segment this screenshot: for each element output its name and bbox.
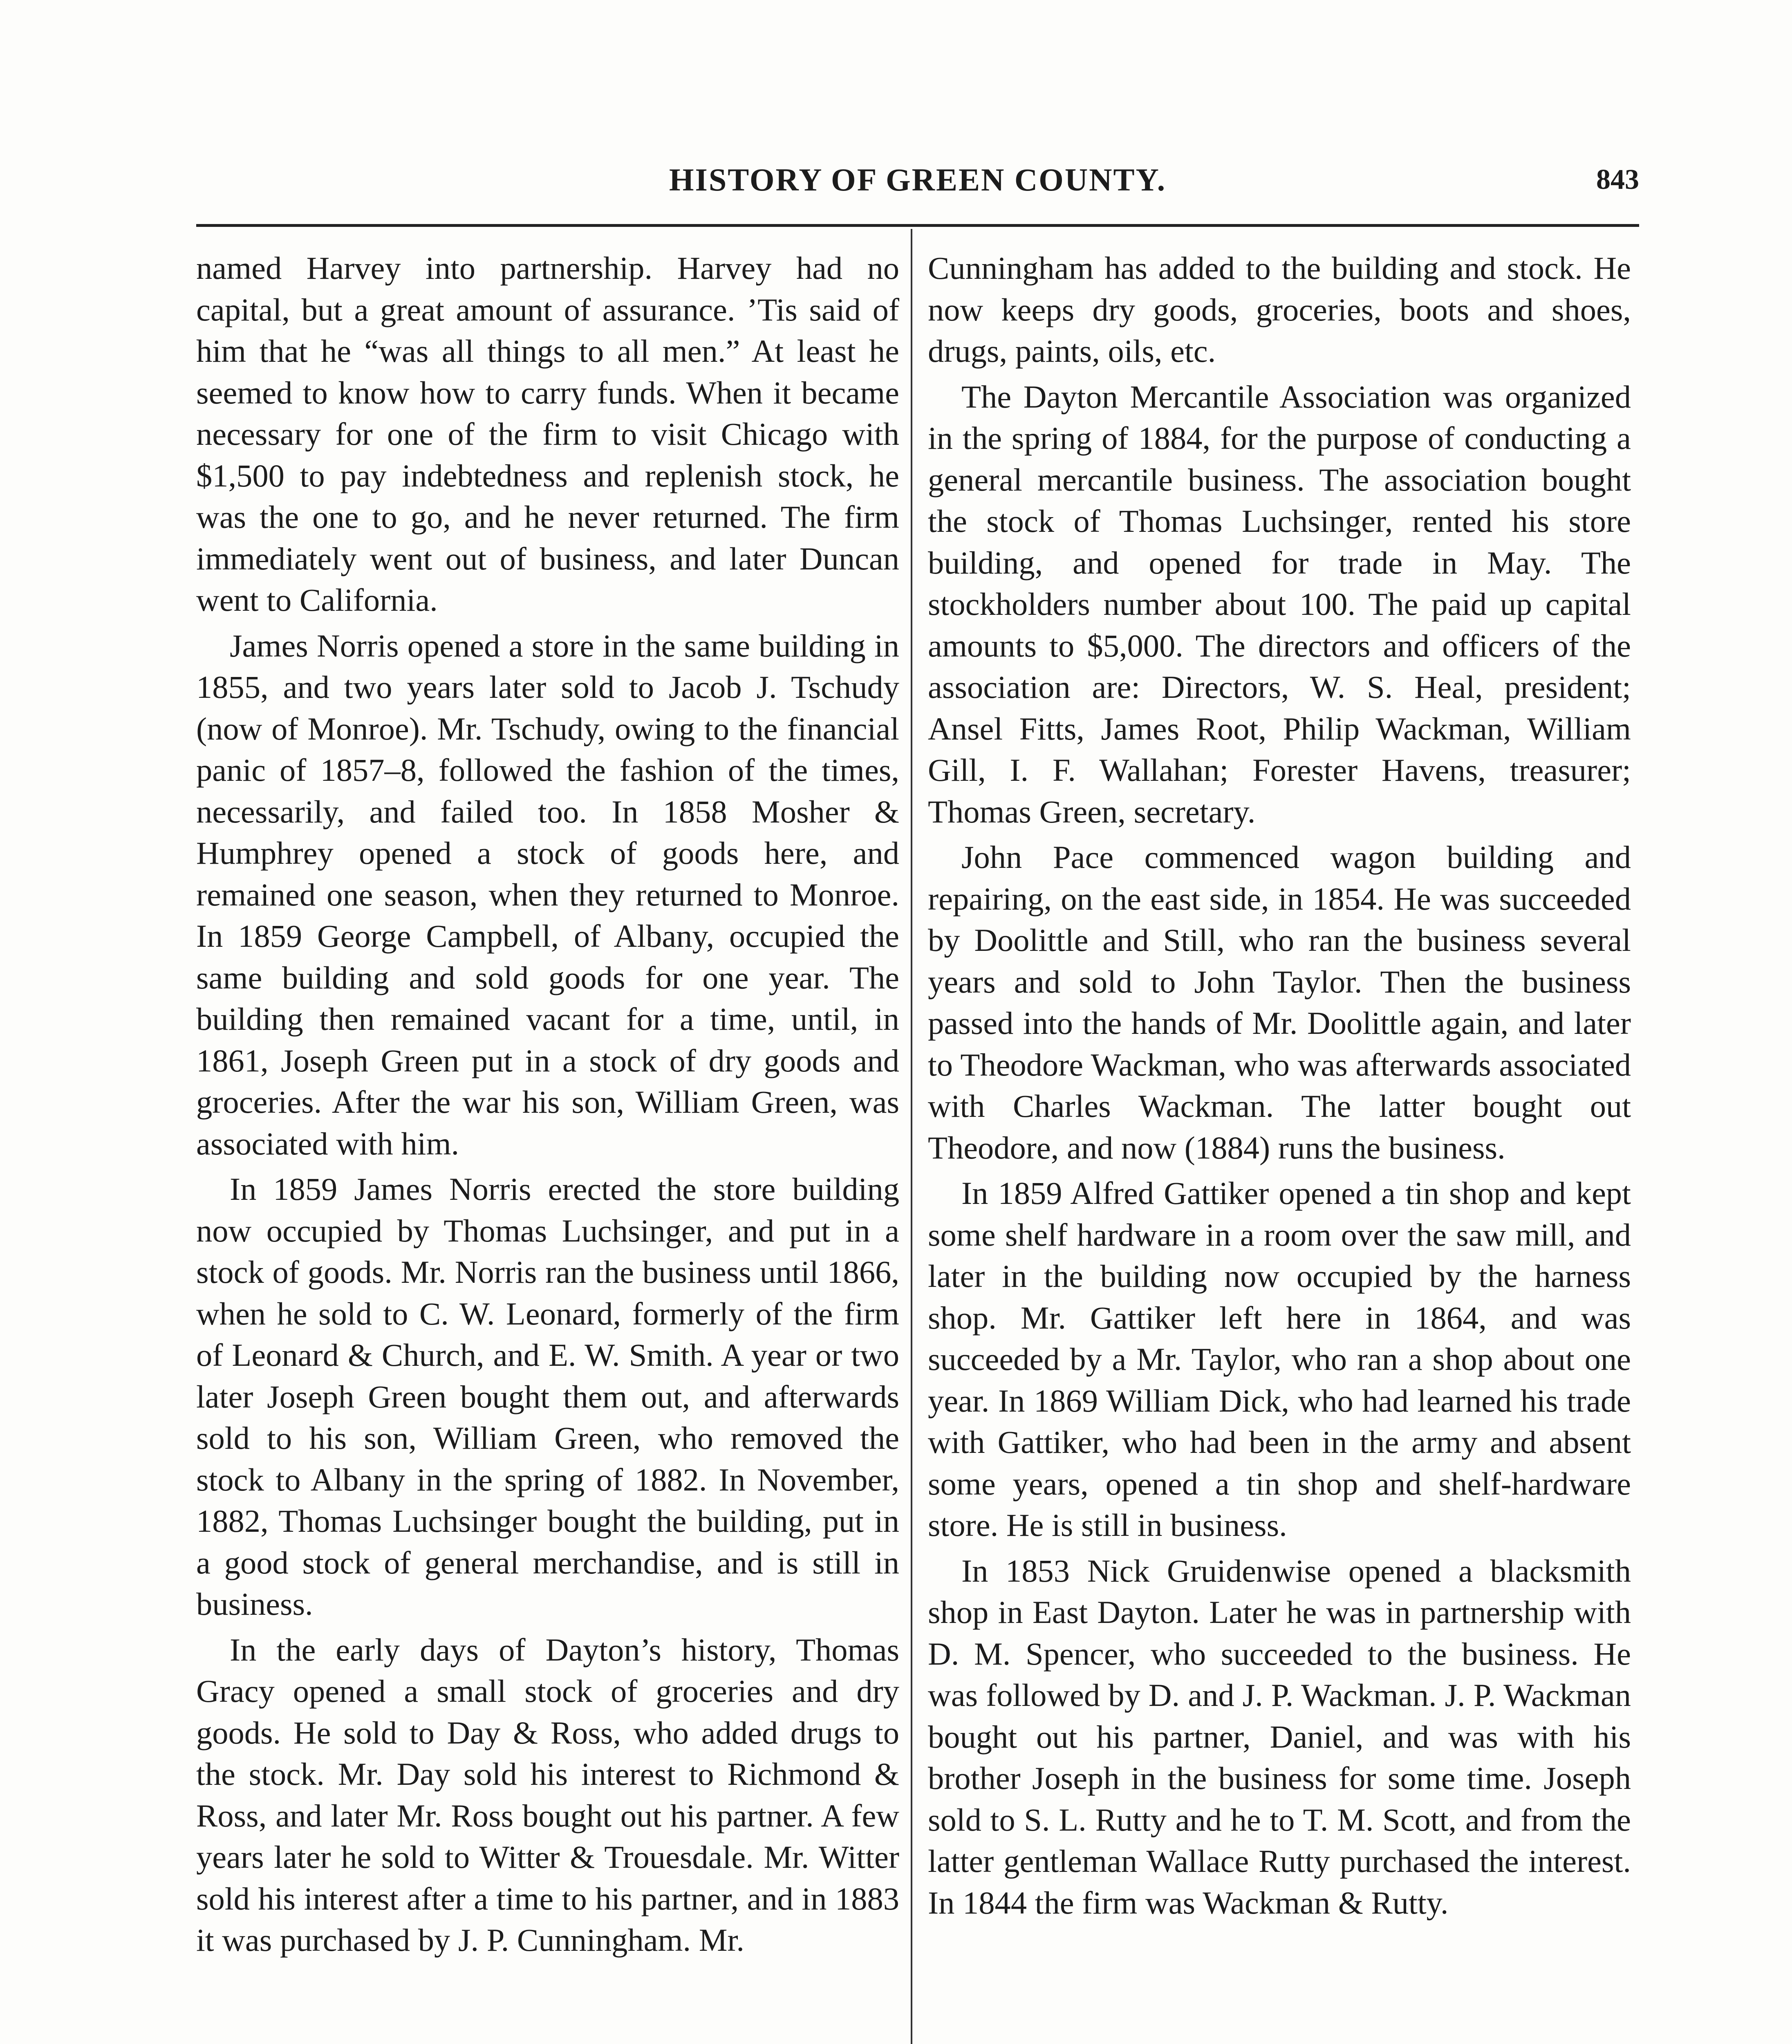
running-title: HISTORY OF GREEN COUNTY. — [669, 162, 1167, 197]
running-head — [196, 157, 1639, 206]
paragraph-gruidenwise-blacksmith: In 1853 Nick Gruidenwise opened a blacksmith shop in East Dayton. Later he was in partnership with D. M. Spencer, who succeeded to the business. He was followed by D. and J. P. Wackman. J. P. Wackman bought out his partner, Daniel, and was with his brother Joseph in the business for some time. Joseph sold to S. L. Rutty and he to T. M. Scott, and from the latter gentleman Wallace Rutty purchased the interest. In 1844 the firm was Wackman & Rutty. — [928, 1553, 1631, 1921]
paragraph-john-pace-wagons: John Pace commenced wagon building and repairing, on the east side, in 1854. He was succeeded by Doolittle and Still, who ran the business several years and sold to John Taylor. Then the business passed into the hands of Mr. Doolittle again, and later to Theodore Wackman, who was afterwards associated with Charles Wackman. The latter bought out Theodore, and now (1884) runs the business. — [928, 839, 1631, 1165]
paragraph-gattiker-tin-shop: In 1859 Alfred Gattiker opened a tin shop and kept some shelf hardware in a room over the saw mill, and later in the building now occupied by the harness shop. Mr. Gattiker left here in 1864, and was succeeded by a Mr. Taylor, who ran a shop about one year. In 1869 William Dick, who had learned his trade with Gattiker, who had been in the army and absent some years, opened a tin shop and shelf-hardware store. He is still in business. — [928, 1175, 1631, 1543]
right-column — [928, 247, 1631, 1927]
paragraph-mercantile-association: The Dayton Mercantile Association was organized in the spring of 1884, for the purpose of conducting a general mercantile business. The association bought the stock of Thomas Luchsinger, rented his store building, and opened for trade in May. The stockholders number about 100. The paid up capital amounts to $5,000. The directors and officers of the association are: Directors, W. S. Heal, president; Ansel Fitts, James Root, Philip Wackman, William Gill, I. F. Wallahan; Forester Havens, treasurer; Thomas Green, secretary. — [928, 379, 1631, 829]
paragraph-james-norris-store: James Norris opened a store in the same building in 1855, and two years later sold to Jacob J. Tschudy (now of Monroe). Mr. Tschudy, owing to the financial panic of 1857–8, followed the fashion of the times, necessarily, and failed too. In 1858 Mosher & Humphrey opened a stock of goods here, and remained one season, when they returned to Monroe. In 1859 George Campbell, of Albany, occupied the same building and sold goods for one year. The building then remained vacant for a time, until, in 1861, Joseph Green put in a stock of dry goods and groceries. After the war his son, William Green, was associated with him. — [196, 628, 899, 1161]
header-rule — [196, 224, 1639, 227]
paragraph-thomas-gracy: In the early days of Dayton’s history, Thomas Gracy opened a small stock of groceries and dry goods. He sold to Day & Ross, who added drugs to the stock. Mr. Day sold his interest to Richmond & Ross, and later Mr. Ross bought out his partner. A few years later he sold to Witter & Trouesdale. Mr. Witter sold his interest after a time to his partner, and in 1883 it was purchased by J. P. Cunningham. Mr. — [196, 1632, 899, 1958]
paragraph-norris-store-building: In 1859 James Norris erected the store building now occupied by Thomas Luchsinger, and put in a stock of goods. Mr. Norris ran the business until 1866, when he sold to C. W. Leonard, formerly of the firm of Leonard & Church, and E. W. Smith. A year or two later Joseph Green bought them out, and afterwards sold to his son, William Green, who removed the stock to Albany in the spring of 1882. In November, 1882, Thomas Luchsinger bought the building, put in a good stock of general merchandise, and is still in business. — [196, 1171, 899, 1622]
column-divider — [911, 229, 912, 2044]
paragraph-harvey-partnership: named Harvey into partnership. Harvey had no capital, but a great amount of assurance. ’Tis said of him that he “was all things to all men.” At least he seemed to know how to carry funds. When it became necessary for one of the firm to visit Chicago with $1,500 to pay indebtedness and replenish stock, he was the one to go, and he never returned. The firm immediately went out of business, and later Duncan went to California. — [196, 250, 899, 618]
paragraph-cunningham-stock: Cunningham has added to the building and stock. He now keeps dry goods, groceries, boots and shoes, drugs, paints, oils, etc. — [928, 250, 1631, 369]
left-column — [196, 247, 899, 1965]
page-number: 843 — [1596, 164, 1639, 195]
